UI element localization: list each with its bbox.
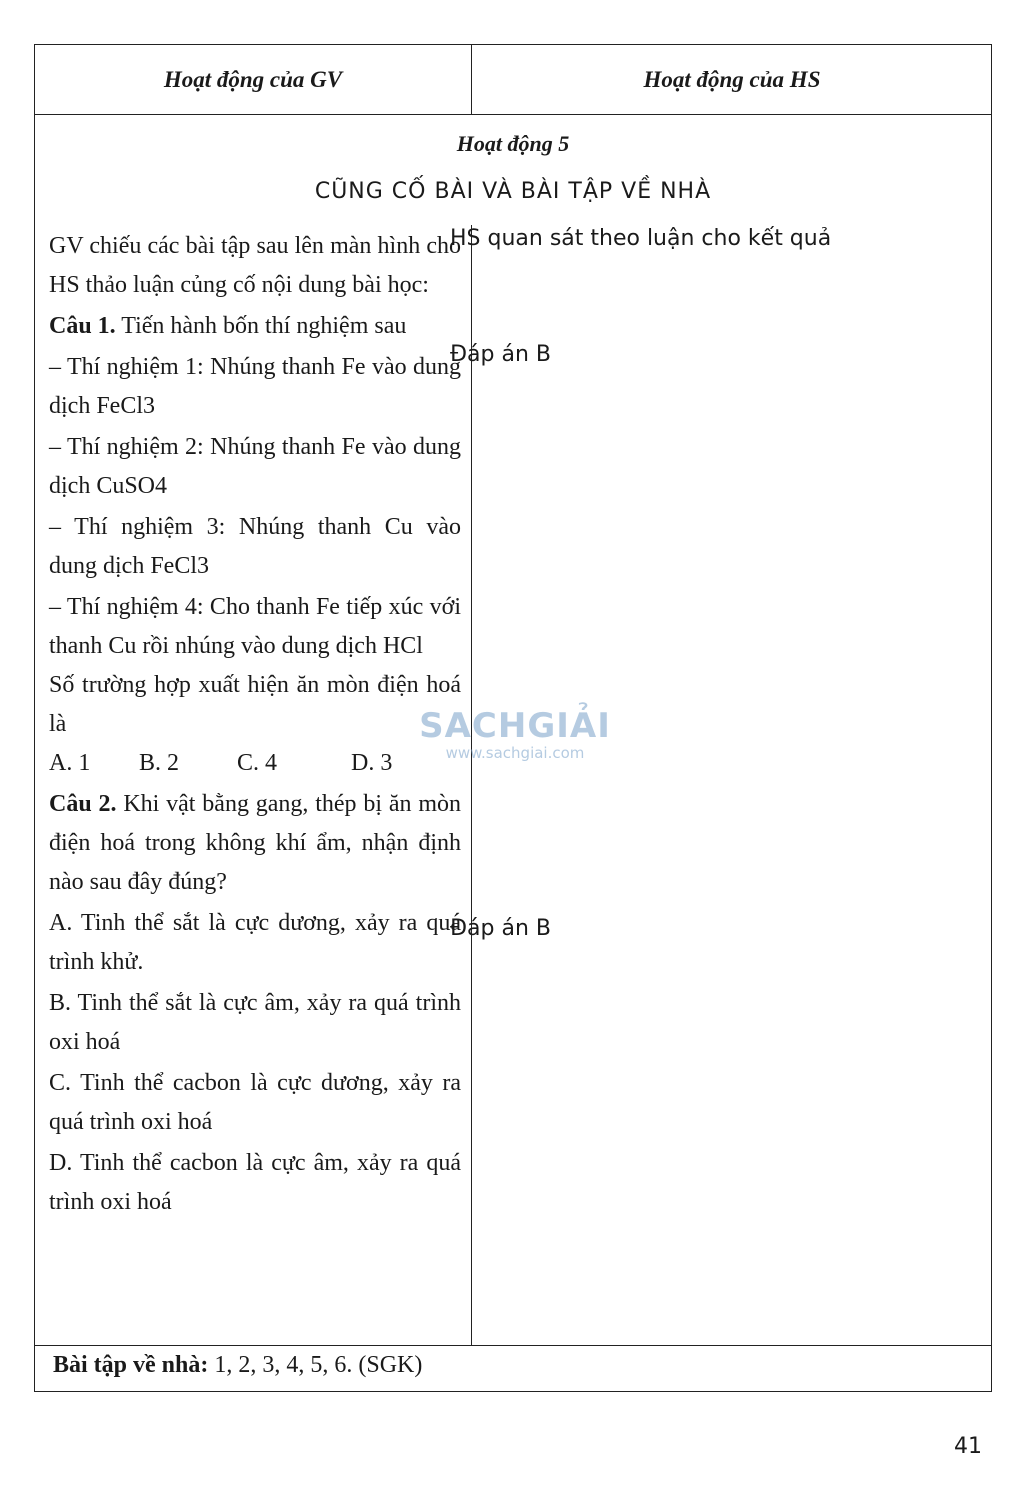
question-1-label: Câu 1. [49, 313, 116, 339]
watermark-logo: SACHGIẢI [419, 706, 611, 746]
question-1 [49, 307, 461, 346]
experiment-1: – Thí nghiệm 1: Nhúng thanh Fe vào dung dịch FeCl3 [49, 354, 461, 419]
question-2-option-c: C. Tinh thể cacbon là cực dương, xảy ra quá trình oxi hoá [49, 1070, 461, 1135]
question-2 [49, 785, 461, 902]
student-intro: HS quan sát theo luận cho kết quả [450, 226, 832, 251]
question-2-stem: Khi vật bằng gang, thép bị ăn mòn điện hoá trong không khí ẩm, nhận định nào sau đây đúng? [49, 791, 461, 895]
experiment-4: – Thí nghiệm 4: Cho thanh Fe tiếp xúc với thanh Cu rồi nhúng vào dung dịch HCl [49, 594, 461, 659]
question-1-options [49, 744, 461, 783]
activity-title: Hoạt động 5 [456, 131, 570, 156]
question-1-option-d: D. 3 [351, 750, 393, 776]
question-1-prompt: Số trường hợp xuất hiện ăn mòn điện hoá là [49, 672, 461, 737]
experiment-3: – Thí nghiệm 3: Nhúng thanh Cu vào dung dịch FeCl3 [49, 514, 461, 579]
homework-text [53, 1352, 422, 1379]
body-column-divider [471, 225, 472, 1345]
page-number: 41 [954, 1434, 982, 1459]
student-answer-1: Đáp án B [450, 342, 551, 367]
question-2-label: Câu 2. [49, 791, 117, 817]
question-2-option-a: A. Tinh thể sắt là cực dương, xảy ra quá trình khử. [49, 910, 461, 975]
homework-items: 1, 2, 3, 4, 5, 6. (SGK) [214, 1352, 423, 1378]
question-1-stem: Tiến hành bốn thí nghiệm sau [121, 313, 407, 339]
question-1-option-b: B. 2 [139, 750, 180, 776]
question-2-option-b: B. Tinh thể sắt là cực âm, xảy ra quá trình oxi hoá [49, 990, 461, 1055]
experiment-2: – Thí nghiệm 2: Nhúng thanh Fe vào dung dịch CuSO4 [49, 434, 461, 499]
header-student-activity: Hoạt động của HS [643, 67, 821, 92]
watermark-url: www.sachgiai.com [445, 744, 585, 762]
homework-row [35, 1345, 991, 1391]
section-title: CŨNG CỐ BÀI VÀ BÀI TẬP VỀ NHÀ [314, 179, 712, 204]
table-header-row [35, 45, 991, 115]
question-1-option-c: C. 4 [237, 750, 278, 776]
question-1-option-a: A. 1 [49, 750, 91, 776]
student-answer-2: Đáp án B [450, 916, 551, 941]
watermark [410, 706, 620, 762]
teacher-intro: GV chiếu các bài tập sau lên màn hình cho HS thảo luận củng cố nội dung bài học: [49, 233, 461, 298]
header-teacher-activity: Hoạt động của GV [163, 67, 343, 92]
homework-label: Bài tập về nhà: [53, 1352, 209, 1378]
teacher-activity-column [49, 227, 461, 1222]
question-2-option-d: D. Tinh thể cacbon là cực âm, xảy ra quá trình oxi hoá [49, 1150, 461, 1215]
